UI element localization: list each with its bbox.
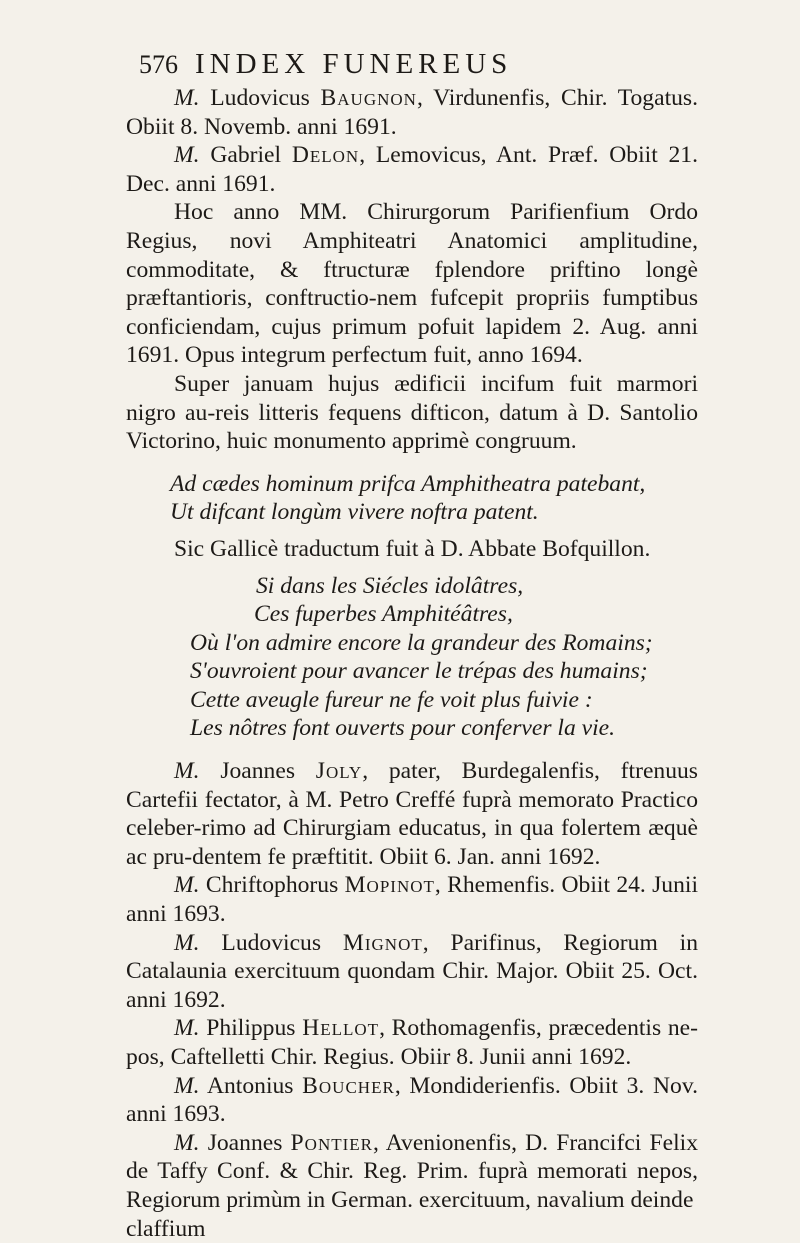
entry-prefix: M.: [174, 142, 200, 169]
entry-surname: Mignot: [342, 929, 423, 956]
page-header: [139, 48, 679, 84]
french-verse-line-1: Si dans les Siécles idolâtres,: [256, 572, 524, 599]
entry-first-name: Antonius: [206, 1072, 294, 1099]
entry-first-name: Gabriel: [210, 142, 282, 169]
body-text: [126, 84, 698, 1243]
page-number: 576: [139, 50, 178, 79]
entry-mignot: [126, 929, 698, 1015]
entry-text: , Mondiderienfis. Obiit 3. Nov. anni 1693.: [126, 1072, 698, 1128]
french-verse-line-5: Cette aveugle fureur ne fe voit plus fuivie :: [190, 686, 593, 713]
entry-first-name: Philippus: [206, 1015, 296, 1042]
entry-surname: Joly: [315, 758, 363, 785]
entry-prefix: M.: [174, 758, 200, 785]
french-verse-line-2: Ces fuperbes Amphitéâtres,: [254, 601, 513, 628]
entry-first-name: Ludovicus: [221, 929, 322, 956]
running-title: INDEX FUNEREUS: [195, 48, 513, 80]
entry-first-name: Chriftophorus: [205, 872, 339, 899]
entry-surname: Pontier: [290, 1129, 373, 1156]
entry-mopinot: [126, 871, 698, 928]
entry-text: , pater, Burdegalenfis, ftrenuus Cartefii fectator, à M. Petro Creffé fuprà memorato Practico celeber-rimo ad Chirurgiam educatus, in qua folertem æquè ac pru-dentem fe præftitit. Obiit 6. Jan. anni 1692.: [126, 758, 698, 870]
entry-surname: Hellot: [302, 1015, 380, 1042]
entry-prefix: M.: [174, 929, 200, 956]
entry-boucher: [126, 1072, 698, 1129]
entry-surname: Delon: [291, 142, 360, 169]
latin-verse-line-1: Ad cædes hominum prifca Amphitheatra patebant,: [170, 470, 646, 497]
entry-prefix: M.: [174, 1129, 200, 1156]
entry-first-name: Joannes: [207, 1129, 283, 1156]
paragraph-sic: Sic Gallicè traductum fuit à D. Abbate Bofquillon.: [174, 535, 651, 562]
entry-prefix: M.: [174, 1015, 200, 1042]
entry-text: , Lemovicus, Ant. Præf. Obiit 21. Dec. anni 1691.: [126, 142, 698, 197]
entry-surname: Boucher: [302, 1072, 395, 1099]
entry-text: , Virdunenfis, Chir. Togatus. Obiit 8. Novemb. anni 1691.: [126, 85, 699, 140]
entry-first-name: Joannes: [220, 758, 296, 785]
entry-hellot: [126, 1014, 698, 1071]
paragraph-super: Super januam hujus ædificii incifum fuit marmori nigro au-reis litteris fequens difticon, datum à D. Santolio Victorino, huic monumento apprimè congruum.: [126, 370, 698, 455]
paragraph-hoc: Hoc anno MM. Chirurgorum Parifienfium Ordo Regius, novi Amphiteatri Anatomici amplitudine, commoditate, & ftructuræ fplendore priftino longè præftantioris, conftructio-nem fufcepit propriis fumptibus conficiendam, cujus primum pofuit lapidem 2. Aug. anni 1691. Opus integrum perfectum fuit, anno 1694.: [126, 199, 698, 369]
entry-surname: Baugnon: [320, 85, 417, 111]
entry-text: , Rhemenfis. Obiit 24. Junii anni 1693.: [126, 872, 698, 928]
latin-verse-line-2: Ut difcant longùm vivere noftra patent.: [170, 499, 539, 526]
entry-text: , Rothomagenfis, præcedentis ne-pos, Caftelletti Chir. Regius. Obiir 8. Junii anni 1692.: [126, 1015, 699, 1070]
entry-text: , Parifinus, Regiorum in Catalaunia exercituum quondam Chir. Major. Obiit 25. Oct. anni 1692.: [126, 929, 699, 1013]
french-verse-line-4: S'ouvroient pour avancer le trépas des humains;: [190, 658, 648, 685]
entry-delon: [126, 141, 698, 198]
french-verse-line-6: Les nôtres font ouverts pour conferver la vie.: [190, 715, 616, 742]
entry-prefix: M.: [174, 1072, 200, 1099]
entry-first-name: Ludovicus: [210, 85, 310, 111]
entry-prefix: M.: [174, 85, 200, 111]
french-verse-line-3: Où l'on admire encore la grandeur des Romains;: [190, 629, 653, 656]
entry-prefix: M.: [174, 872, 200, 899]
entry-joly: [126, 757, 698, 871]
entry-surname: Mopinot: [344, 872, 435, 899]
entry-text: , Avenionenfis, D. Francifci Felix de Taffy Conf. & Chir. Reg. Prim. fuprà memorati nepos, Regiorum primùm in German. exercituum, navalium deinde: [126, 1129, 698, 1213]
entry-baugnon: [126, 84, 698, 141]
catchword: claffium: [126, 1215, 206, 1242]
